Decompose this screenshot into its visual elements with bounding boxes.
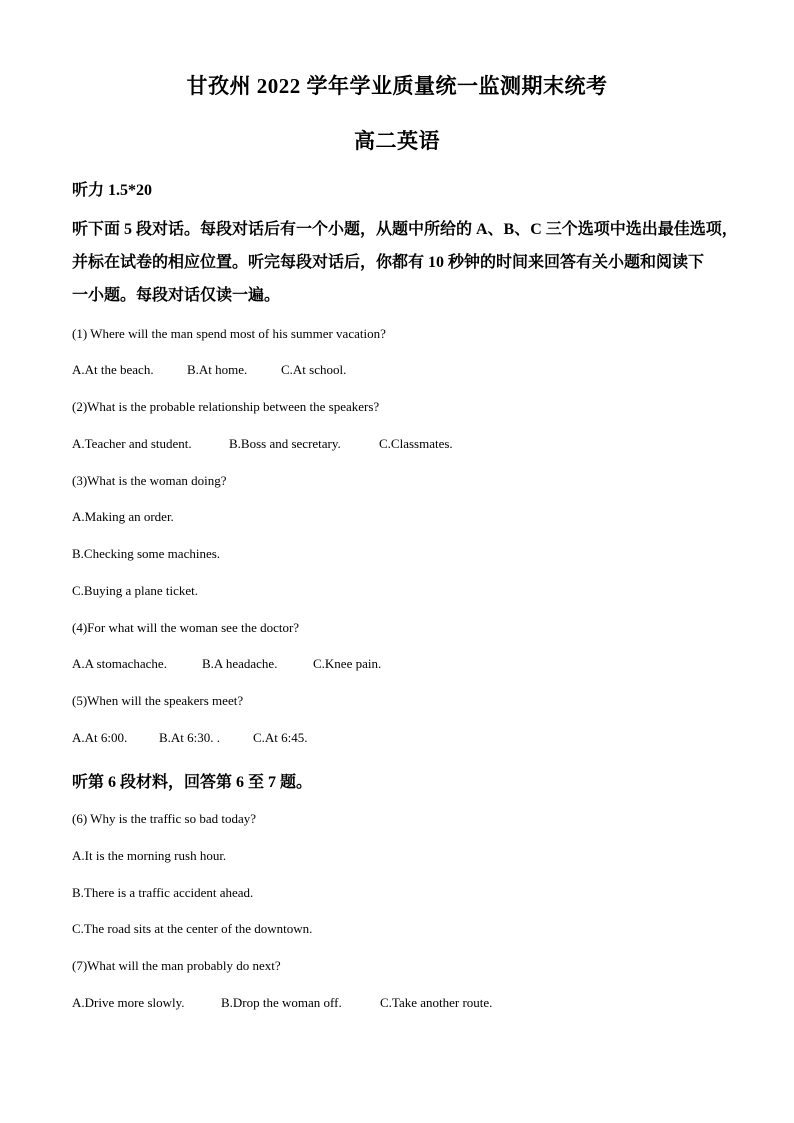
option: B.There is a traffic accident ahead. [72, 885, 254, 900]
option: B.Boss and secretary. [229, 436, 341, 451]
question-stem: (3)What is the woman doing? [72, 473, 227, 488]
option: A.Teacher and student. [72, 436, 192, 451]
question-stem: (4)For what will the woman see the doctor? [72, 620, 300, 635]
option: A.It is the morning rush hour. [72, 848, 227, 863]
question-stem: (7)What will the man probably do next? [72, 958, 281, 973]
option: B.At home. [187, 362, 248, 377]
section-heading: 听第 6 段材料，回答第 6 至 7 题。 [72, 774, 313, 791]
option: C.The road sits at the center of the downtown. [72, 921, 313, 936]
option: B.Drop the woman off. [221, 995, 342, 1010]
option: C.At school. [281, 362, 347, 377]
question-options [72, 995, 492, 1011]
question-options [72, 730, 308, 746]
option: C.Buying a plane ticket. [72, 583, 199, 598]
question-stem: (5)When will the speakers meet? [72, 693, 244, 708]
question-stem: (2)What is the probable relationship between the speakers? [72, 399, 380, 414]
exam-title: 甘孜州 2022 学年学业质量统一监测期末统考 [186, 74, 608, 98]
option: A.A stomachache. [72, 656, 167, 671]
exam-subject: 高二英语 [354, 129, 440, 153]
option: A.Drive more slowly. [72, 995, 185, 1010]
option: A.At the beach. [72, 362, 154, 377]
option: C.Classmates. [379, 436, 453, 451]
option: A.At 6:00. [72, 730, 128, 745]
section-label: 听力 1.5*20 [72, 182, 153, 199]
option: B.Checking some machines. [72, 546, 221, 561]
instructions [72, 213, 738, 312]
question-options [72, 362, 346, 378]
instruction-line: 一小题。每段对话仅读一遍。 [72, 287, 281, 304]
option: C.At 6:45. [253, 730, 308, 745]
instruction-line: 听下面 5 段对话。每段对话后有一个小题，从题中所给的 A、B、C 三个选项中选出最佳选项， [72, 221, 738, 238]
instruction-line: 并标在试卷的相应位置。听完每段对话后，你都有 10 秒钟的时间来回答有关小题和阅读下 [72, 254, 705, 271]
option: B.A headache. [202, 656, 278, 671]
option: B.At 6:30. . [159, 730, 221, 745]
option: C.Take another route. [380, 995, 493, 1010]
question-stem: (1) Where will the man spend most of his summer vacation? [72, 326, 386, 341]
option: A.Making an order. [72, 509, 174, 524]
option: C.Knee pain. [313, 656, 382, 671]
question-options [72, 436, 453, 452]
question-options [72, 656, 381, 672]
question-stem: (6) Why is the traffic so bad today? [72, 811, 256, 826]
